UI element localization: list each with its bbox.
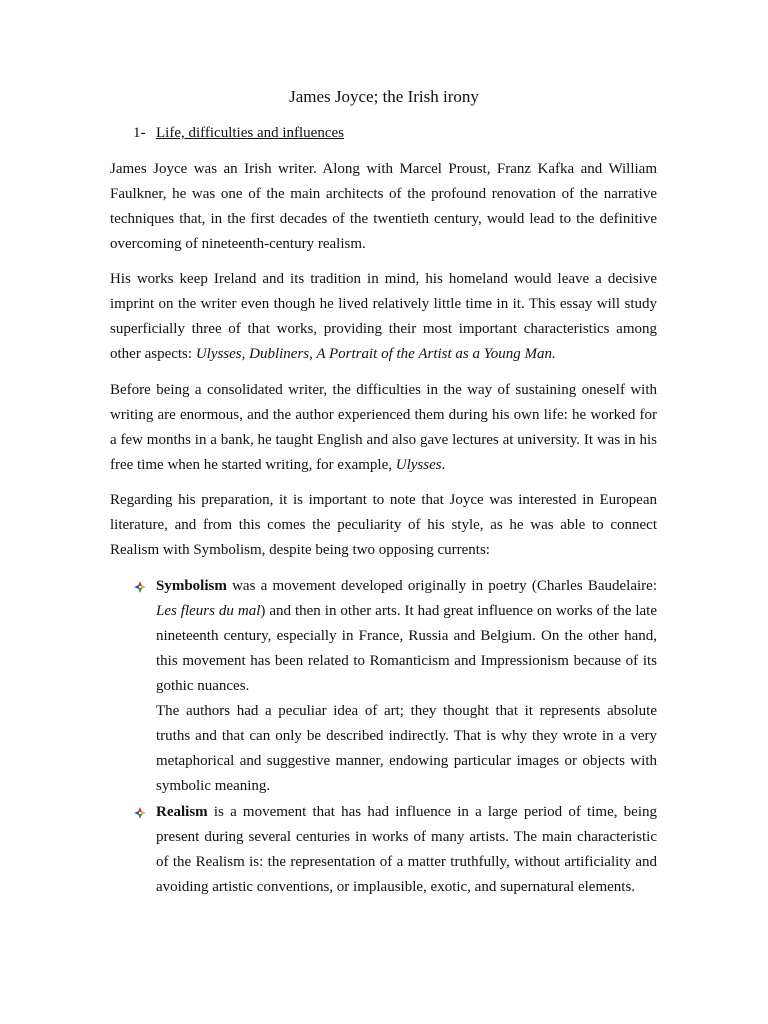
paragraph-intro: James Joyce was an Irish writer. Along with Marcel Proust, Franz Kafka and William Faulkner, he was one of the main architects of the profound renovation of the narrative techniques that, in the first decades of the twentieth century, would lead to the definitive overcoming of nineteenth-century realism. (110, 161, 657, 252)
section-label: Life, difficulties and influences (156, 125, 344, 141)
works-list: Ulysses, Dubliners, A Portrait of the Artist as a Young Man. (195, 346, 556, 362)
paragraph-difficulties-text: Before being a consolidated writer, the difficulties in the way of sustaining oneself with writing are enormous, and the author experienced them during his own life: he worked for a few months in a bank, he taught English and also gave lectures at university. It was in his free time when he started writing, for example, (110, 382, 657, 473)
paragraph-works-text: His works keep Ireland and its tradition in mind, his homeland would leave a decisive imprint on the writer even though he lived relatively little time in it. This essay will study superficially three of that works, providing their most important characteristics among other aspects: (110, 271, 657, 362)
paragraph-difficulties-end: . (441, 457, 446, 473)
paragraph-difficulties (110, 378, 657, 478)
symbolism-text-b: ) and then in other arts. It had great influence on works of the late nineteenth century, especially in France, Russia and Belgium. On the other hand, this movement has been related to Romanticism and Impressionism because of its gothic nuances. (156, 603, 657, 694)
bullet-realism (156, 800, 657, 900)
term-symbolism: Symbolism (156, 578, 227, 594)
four-color-arrow-bullet-icon (134, 581, 146, 593)
four-color-arrow-bullet-icon (134, 807, 146, 819)
paragraph-works (110, 267, 657, 367)
term-realism: Realism (156, 804, 208, 820)
bullet-realism-text (156, 800, 657, 900)
document-title: James Joyce; the Irish irony (289, 87, 479, 106)
symbolism-text-a: was a movement developed originally in poetry (Charles Baudelaire: (226, 578, 657, 594)
bullet-symbolism-first (156, 574, 657, 699)
section-heading (133, 123, 344, 143)
work-les-fleurs-du-mal: Les fleurs du mal (156, 603, 261, 619)
paragraph-preparation: Regarding his preparation, it is important to note that Joyce was interested in European literature, and from this comes the peculiarity of his style, as he was able to connect Realism with Symbolism, despite being two opposing currents: (110, 492, 657, 558)
bullet-symbolism (156, 574, 657, 799)
section-number: 1- (133, 125, 146, 141)
realism-text: is a movement that has had influence in a large period of time, being present during several centuries in works of many artists. The main characteristic of the Realism is: the representation of a matter truthfully, without artificiality and avoiding artistic conventions, or implausible, exotic, and supernatural elements. (156, 804, 657, 895)
bullet-symbolism-second: The authors had a peculiar idea of art; they thought that it represents absolute truths and that can only be described indirectly. That is why they wrote in a very metaphorical and suggestive manner, endowing particular images or objects with symbolic meaning. (156, 703, 657, 794)
work-ulysses: Ulysses (395, 457, 442, 473)
